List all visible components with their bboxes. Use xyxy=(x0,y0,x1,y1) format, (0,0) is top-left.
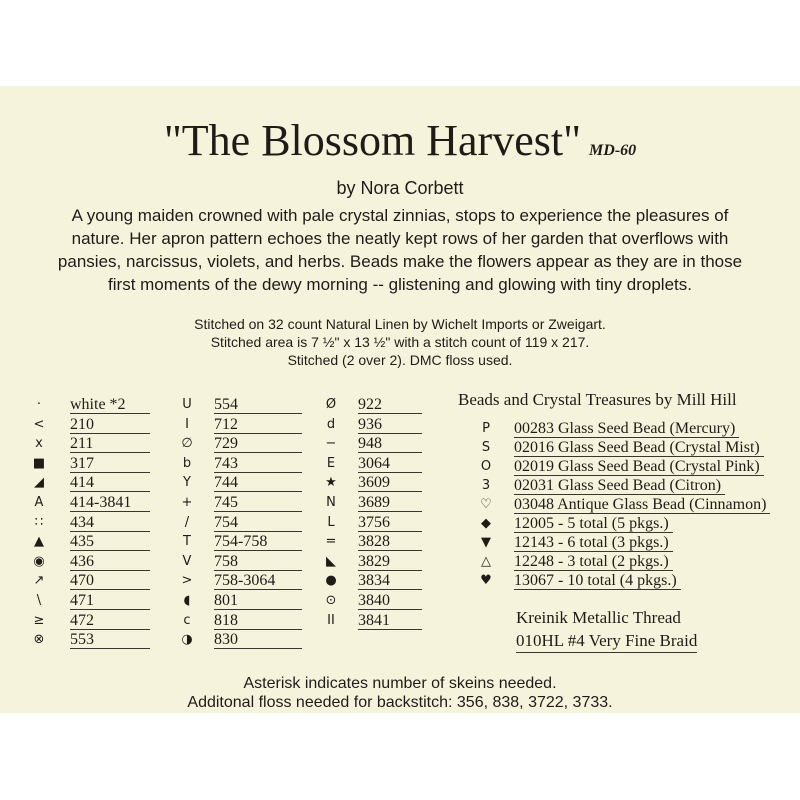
stitch-symbol-icon: II xyxy=(327,612,335,628)
stitch-symbol-icon: c xyxy=(183,612,191,628)
stitch-symbol-icon: T xyxy=(183,534,191,550)
title-text: "The Blossom Harvest" xyxy=(163,116,582,165)
floss-number: 435 xyxy=(70,532,150,551)
bead-list xyxy=(458,419,800,590)
floss-number: 754 xyxy=(214,513,302,532)
floss-number: 801 xyxy=(214,591,302,610)
bead-row xyxy=(458,457,800,476)
bead-description: 02031 Glass Seed Bead (Citron) xyxy=(514,476,725,495)
beads-heading: Beads and Crystal Treasures by Mill Hill xyxy=(458,390,737,409)
stitch-symbol-icon: ◖ xyxy=(183,592,191,608)
description-line: nature. Her apron pattern echoes the neatly kept rows of her garden that overflows with xyxy=(71,229,729,248)
stitch-symbol-icon: Y xyxy=(183,475,191,491)
bead-row xyxy=(458,514,800,533)
stitch-symbol-icon: ◑ xyxy=(181,632,193,648)
stitch-symbol-icon: ↗ xyxy=(33,573,45,589)
bead-row xyxy=(458,552,800,571)
kreinik-section xyxy=(516,606,697,653)
pattern-card xyxy=(0,86,800,713)
bead-symbol-icon: ◆ xyxy=(481,516,491,531)
bead-row xyxy=(458,571,800,590)
bead-description: 02019 Glass Seed Bead (Crystal Pink) xyxy=(514,457,764,476)
floss-number: 743 xyxy=(214,454,302,473)
floss-number: 754-758 xyxy=(214,532,302,551)
pattern-title xyxy=(0,116,800,176)
stitch-symbol-icon: b xyxy=(182,455,192,471)
floss-number: 472 xyxy=(70,611,150,630)
floss-number: 758-3064 xyxy=(214,571,302,590)
floss-number: 922 xyxy=(358,395,422,414)
bead-description: 02016 Glass Seed Bead (Crystal Mist) xyxy=(514,438,764,457)
kreinik-title: Kreinik Metallic Thread xyxy=(516,608,681,627)
bead-row xyxy=(458,419,800,438)
stitch-info-line: Stitched on 32 count Natural Linen by Wichelt Imports or Zweigart. xyxy=(194,316,606,332)
stitch-symbol-icon: E xyxy=(326,455,336,471)
description-line: first moments of the dewy morning -- glistening and glowing with tiny droplets. xyxy=(108,275,692,294)
beads-section xyxy=(458,390,800,590)
floss-number: 414-3841 xyxy=(70,493,150,512)
stitch-symbol-icon: ∅ xyxy=(181,436,193,452)
stitch-symbol-icon: N xyxy=(326,494,336,510)
stitch-symbol-icon: x xyxy=(35,436,43,452)
kreinik-braid: 010HL #4 Very Fine Braid xyxy=(516,629,697,653)
stitch-symbol-icon: U xyxy=(182,397,192,412)
floss-number: 3756 xyxy=(358,513,422,532)
stitch-symbol-icon: \ xyxy=(36,592,42,608)
footer-line: Additonal floss needed for backstitch: 356, 838, 3722, 3733. xyxy=(187,694,613,711)
stitch-info-line: Stitched (2 over 2). DMC floss used. xyxy=(287,352,513,368)
stitch-symbol-icon: ≥ xyxy=(33,612,45,628)
floss-number: 3841 xyxy=(358,611,422,630)
bead-symbol-icon: S xyxy=(481,440,491,455)
stitch-symbol-icon: ◢ xyxy=(34,475,44,491)
bead-description: 00283 Glass Seed Bead (Mercury) xyxy=(514,419,739,438)
description xyxy=(0,204,800,296)
floss-number: 712 xyxy=(214,415,302,434)
stitch-symbol-icon: ● xyxy=(325,573,337,589)
footer-line: Asterisk indicates number of skeins needed. xyxy=(243,675,557,692)
floss-number: 745 xyxy=(214,493,302,512)
floss-number: 471 xyxy=(70,591,150,610)
bead-row xyxy=(458,438,800,457)
stitch-symbol-icon: A xyxy=(34,494,44,510)
floss-number: 434 xyxy=(70,513,150,532)
bead-symbol-icon: ▼ xyxy=(481,535,491,550)
floss-number: 210 xyxy=(70,415,150,434)
stitch-info xyxy=(0,315,800,369)
floss-number: 936 xyxy=(358,415,422,434)
floss-number: 830 xyxy=(214,630,302,649)
bead-description: 12143 - 6 total (3 pkgs.) xyxy=(514,533,673,552)
bead-description: 12248 - 3 total (2 pkgs.) xyxy=(514,552,673,571)
description-line: pansies, narcissus, violets, and herbs. Beads make the flowers appear as they are in those xyxy=(57,252,743,271)
stitch-symbol-icon: ■ xyxy=(32,455,46,471)
floss-number: white *2 xyxy=(70,395,150,414)
stitch-symbol-icon: · xyxy=(36,397,42,412)
stitch-symbol-icon: ★ xyxy=(325,475,337,491)
stitch-symbol-icon: > xyxy=(181,573,193,589)
floss-number: 729 xyxy=(214,434,302,453)
floss-number: 3064 xyxy=(358,454,422,473)
bead-symbol-icon: P xyxy=(482,421,490,436)
stitch-symbol-icon: Ø xyxy=(325,397,337,412)
bead-row xyxy=(458,495,800,514)
stitch-symbol-icon: ∷ xyxy=(34,514,44,530)
floss-number: 553 xyxy=(70,630,150,649)
stitch-symbol-icon: − xyxy=(325,436,337,452)
floss-number: 3840 xyxy=(358,591,422,610)
bead-symbol-icon: △ xyxy=(481,554,491,569)
bead-row xyxy=(458,533,800,552)
bead-description: 12005 - 5 total (5 pkgs.) xyxy=(514,514,673,533)
floss-number: 317 xyxy=(70,454,150,473)
bead-symbol-icon: ♥ xyxy=(480,573,492,588)
stitch-symbol-icon: d xyxy=(326,416,336,432)
floss-number: 3829 xyxy=(358,552,422,571)
pattern-code: MD-60 xyxy=(589,142,637,159)
bead-symbol-icon: O xyxy=(480,459,492,474)
floss-number: 3609 xyxy=(358,473,422,492)
floss-number: 211 xyxy=(70,434,150,453)
description-line: A young maiden crowned with pale crystal zinnias, stops to experience the pleasures of xyxy=(71,206,729,225)
floss-number: 3689 xyxy=(358,493,422,512)
stitch-symbol-icon: < xyxy=(33,416,45,432)
stitch-symbol-icon: ◉ xyxy=(33,553,45,569)
floss-number: 3834 xyxy=(358,571,422,590)
bead-description: 03048 Antique Glass Bead (Cinnamon) xyxy=(514,495,770,514)
stitch-symbol-icon: ⊙ xyxy=(325,592,337,608)
bead-symbol-icon: ♡ xyxy=(480,497,492,512)
bead-description: 13067 - 10 total (4 pkgs.) xyxy=(514,571,681,590)
stitch-symbol-icon: L xyxy=(327,514,335,530)
stitch-symbol-icon: / xyxy=(184,514,190,530)
footer-notes xyxy=(0,674,800,712)
bead-row xyxy=(458,476,800,495)
floss-number: 414 xyxy=(70,473,150,492)
bead-symbol-icon: 3 xyxy=(481,478,491,493)
stitch-symbol-icon: ◣ xyxy=(326,553,336,569)
floss-number: 3828 xyxy=(358,532,422,551)
author-line: by Nora Corbett xyxy=(336,178,464,198)
stitch-symbol-icon: = xyxy=(325,534,337,550)
floss-number: 744 xyxy=(214,473,302,492)
floss-number: 470 xyxy=(70,571,150,590)
floss-number: 436 xyxy=(70,552,150,571)
stitch-info-line: Stitched area is 7 ½" x 13 ½" with a stitch count of 119 x 217. xyxy=(210,334,590,350)
stitch-symbol-icon: V xyxy=(182,553,192,569)
stitch-symbol-icon: I xyxy=(185,416,189,432)
stitch-symbol-icon: ▲ xyxy=(34,534,44,550)
floss-number: 554 xyxy=(214,395,302,414)
stitch-symbol-icon: + xyxy=(181,494,193,510)
floss-number: 758 xyxy=(214,552,302,571)
floss-number: 948 xyxy=(358,434,422,453)
floss-number: 818 xyxy=(214,611,302,630)
stitch-symbol-icon: ⊗ xyxy=(33,632,45,648)
